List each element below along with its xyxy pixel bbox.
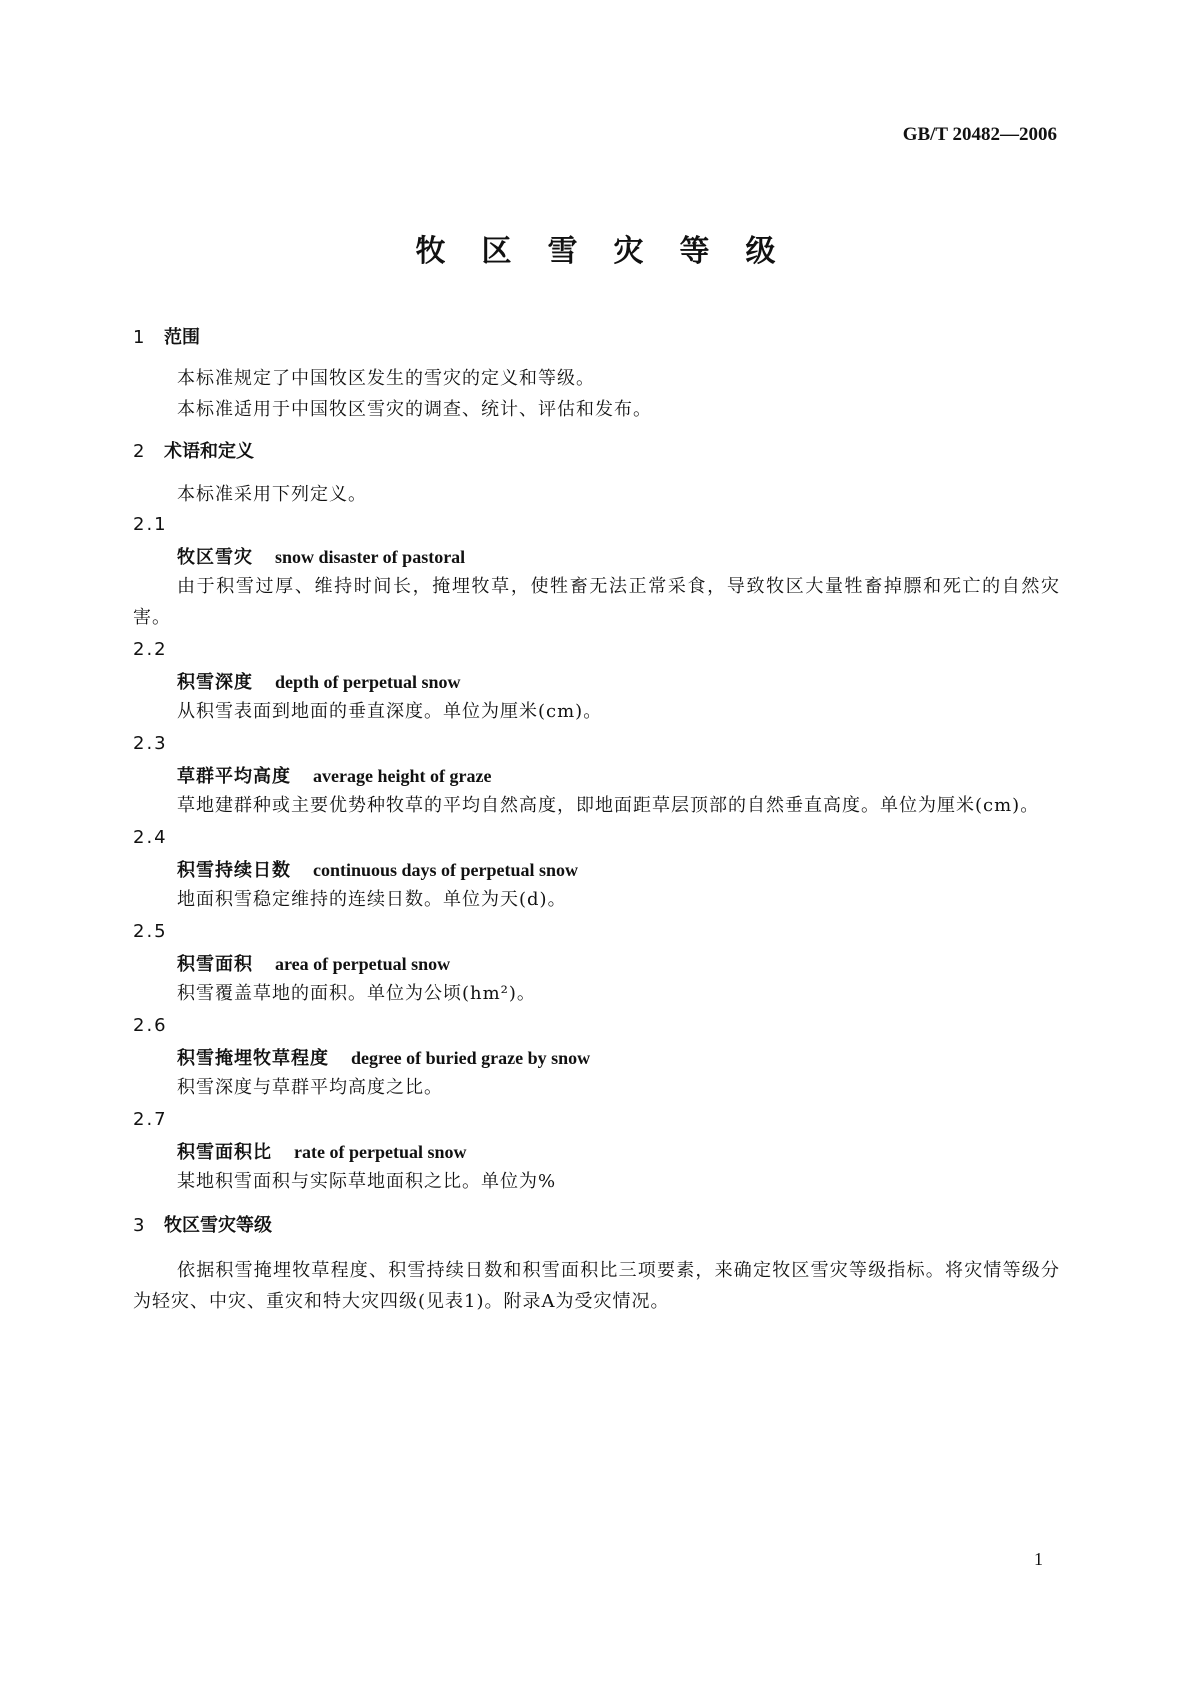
- term-entry: [133, 1045, 1060, 1072]
- term-zh: 积雪面积比: [177, 1142, 272, 1163]
- section-title: 牧区雪灾等级: [164, 1215, 272, 1236]
- clause-number: 2.6: [133, 1015, 168, 1036]
- section-1-heading: [133, 325, 1060, 351]
- clause-number: 2.4: [133, 827, 168, 848]
- term-zh: 积雪面积: [177, 954, 253, 975]
- section-number: 3: [133, 1215, 145, 1236]
- term-entry: [133, 763, 1060, 790]
- term-entry: [133, 1139, 1060, 1166]
- term-definition: 从积雪表面到地面的垂直深度。单位为厘米(cm)。: [177, 701, 603, 722]
- clause-number: 2.3: [133, 733, 168, 754]
- term-definition: 积雪覆盖草地的面积。单位为公顷(hm²)。: [177, 983, 536, 1004]
- term-definition: 草地建群种或主要优势种牧草的平均自然高度，即地面距草层顶部的自然垂直高度。单位为厘米(cm)。: [177, 795, 1040, 816]
- section-number: 2: [133, 441, 145, 462]
- term-en: rate of perpetual snow: [294, 1142, 467, 1162]
- paragraph: 依据积雪掩埋牧草程度、积雪持续日数和积雪面积比三项要素，来确定牧区雪灾等级指标。将灾情等级分为轻灾、中灾、重灾和特大灾四级(见表1)。附录A为受灾情况。: [133, 1260, 1060, 1312]
- term-zh: 草群平均高度: [177, 766, 291, 787]
- section-title: 范围: [164, 327, 200, 348]
- term-entry: [133, 544, 1060, 571]
- term-en: average height of graze: [313, 766, 492, 786]
- term-entry: [133, 951, 1060, 978]
- term-zh: 积雪深度: [177, 672, 253, 693]
- clause-number: 2.1: [133, 514, 168, 535]
- paragraph: 本标准适用于中国牧区雪灾的调查、统计、评估和发布。: [177, 399, 652, 420]
- page-number: 1: [1034, 1549, 1043, 1569]
- term-definition: 地面积雪稳定维持的连续日数。单位为天(d)。: [177, 889, 567, 910]
- term-entry: [133, 857, 1060, 884]
- term-en: degree of buried graze by snow: [351, 1048, 591, 1068]
- term-definition: 某地积雪面积与实际草地面积之比。单位为%: [177, 1171, 557, 1192]
- paragraph: 本标准采用下列定义。: [177, 484, 367, 505]
- term-en: depth of perpetual snow: [275, 672, 461, 692]
- standard-code: GB/T 20482—2006: [902, 124, 1057, 145]
- clause-number: 2.2: [133, 639, 168, 660]
- clause-number: 2.7: [133, 1109, 168, 1130]
- document-title: 牧区雪灾等级: [415, 234, 812, 269]
- term-en: area of perpetual snow: [275, 954, 451, 974]
- term-zh: 牧区雪灾: [177, 547, 253, 568]
- term-zh: 积雪掩埋牧草程度: [177, 1048, 329, 1069]
- term-zh: 积雪持续日数: [177, 860, 291, 881]
- section-3-heading: [133, 1213, 1060, 1239]
- paragraph: 本标准规定了中国牧区发生的雪灾的定义和等级。: [177, 368, 595, 389]
- term-en: snow disaster of pastoral: [275, 547, 466, 567]
- section-2-heading: [133, 439, 1060, 465]
- term-en: continuous days of perpetual snow: [313, 860, 579, 880]
- document-body: [133, 325, 1060, 1317]
- term-definition: 由于积雪过厚、维持时间长，掩埋牧草，使牲畜无法正常采食，导致牧区大量牲畜掉膘和死亡的自然灾害。: [133, 576, 1060, 628]
- term-definition: 积雪深度与草群平均高度之比。: [177, 1077, 443, 1098]
- term-entry: [133, 669, 1060, 696]
- section-title: 术语和定义: [164, 441, 254, 462]
- clause-number: 2.5: [133, 921, 168, 942]
- section-number: 1: [133, 327, 145, 348]
